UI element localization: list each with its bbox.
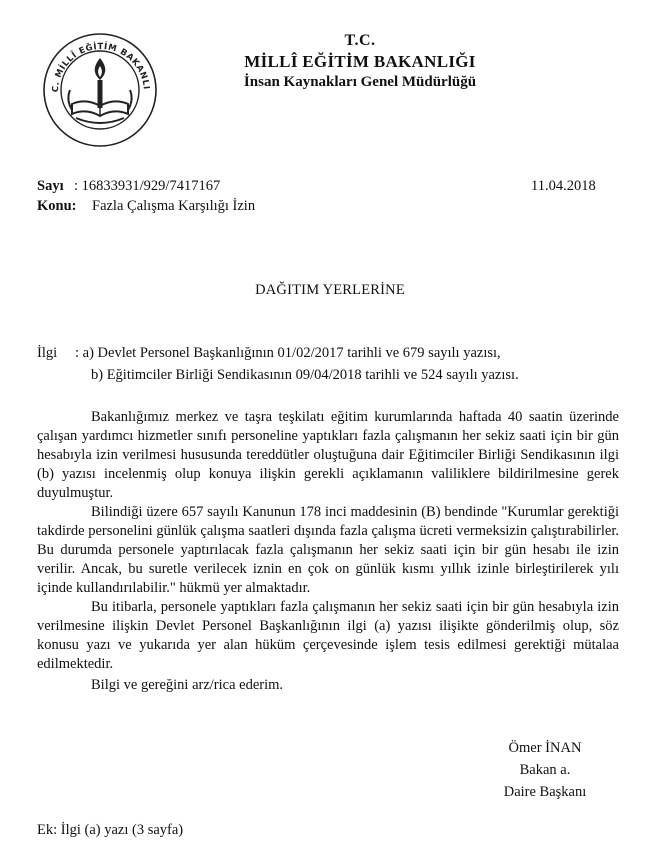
letterhead-ministry: MİLLÎ EĞİTİM BAKANLIĞI — [244, 52, 476, 71]
letterhead-tc: T.C. — [344, 32, 376, 49]
svg-text:T.C. MİLLÎ EĞİTİM BAKANLIĞI: C. MİLLÎ EĞİTİM BAKANLI — [50, 41, 151, 93]
body-paragraph-1 — [37, 408, 619, 503]
letterhead — [200, 30, 520, 93]
body-paragraph-2-text: Bilindiği üzere 657 sayılı Kanunun 178 inci maddesinin (B) bendinde "Kurumlar gerektiği takdirde personelini günlük çalışma saatleri dışında fazla çalışma ücreti vermeksizin çalıştırabilirler. Bu durumda personele yaptırılacak fazla çalışmanın her sekiz saati için bir gün hesabı ile izin verilir. Ancak, bu suretle verilecek iznin en çok on günlük kısmı yıllık izinle birleştirilerek yılı içinde kullandırılabilir." hükmü yer almaktadır. — [37, 504, 619, 596]
body-paragraph-2 — [37, 503, 619, 598]
document-date: 11.04.2018 — [531, 178, 596, 194]
ilgi-item-a: : a) Devlet Personel Başkanlığının 01/02/2017 tarihli ve 679 sayılı yazısı, — [75, 345, 501, 361]
signatory-title-2: Daire Başkanı — [503, 784, 587, 800]
body-paragraph-3 — [37, 598, 619, 674]
letterhead-directorate: İnsan Kaynakları Genel Müdürlüğü — [243, 74, 477, 90]
ministry-seal-logo — [40, 30, 160, 150]
sayi-value: : 16833931/929/7417167 — [74, 178, 221, 194]
attachment-note: Ek: İlgi (a) yazı (3 sayfa) — [37, 822, 184, 838]
konu-label: Konu: — [37, 198, 77, 214]
body-paragraph-1-text: Bakanlığımız merkez ve taşra teşkilatı eğitim kurumlarında haftada 40 saatin üzerinde çalışan yardımcı hizmetler sınıfı personeline yaptıkları fazla çalışmanın her sekiz saati için bir gün hesabıyla izin verilmesi hususunda tereddütler oluştuğuna dair Eğitimciler Birliği Sendikasının ilgi (b) yazısı incelenmiş olup konuya ilişkin gerekli açıklamanın valiliklere bildirilmesine gerek duyulmuştur. — [37, 409, 619, 501]
ilgi-label: İlgi — [37, 345, 58, 361]
signature-block — [470, 737, 620, 803]
konu-value: Fazla Çalışma Karşılığı İzin — [92, 198, 256, 214]
body-paragraph-3-text: Bu itibarla, personele yaptıkları fazla çalışmanın her sekiz saati için bir gün hesabıyla izin verilmesine ilişkin Devlet Personel Başkanlığının ilgi (a) yazısı ilişikte gönderilmiş olup, söz konusu yazı ve yukarıda yer alan hüküm çerçevesinde işlem tesis edilmesi gerektiği mütalaa edilmektedir. — [37, 599, 619, 672]
closing-line: Bilgi ve gereğini arz/rica ederim. — [91, 677, 284, 693]
distribution-title: DAĞITIM YERLERİNE — [255, 282, 405, 298]
sayi-label: Sayı — [37, 178, 64, 194]
signatory-title-1: Bakan a. — [519, 762, 571, 778]
signatory-name: Ömer İNAN — [508, 740, 582, 756]
ilgi-item-b: b) Eğitimciler Birliği Sendikasının 09/04/2018 tarihli ve 524 sayılı yazısı. — [91, 367, 519, 383]
